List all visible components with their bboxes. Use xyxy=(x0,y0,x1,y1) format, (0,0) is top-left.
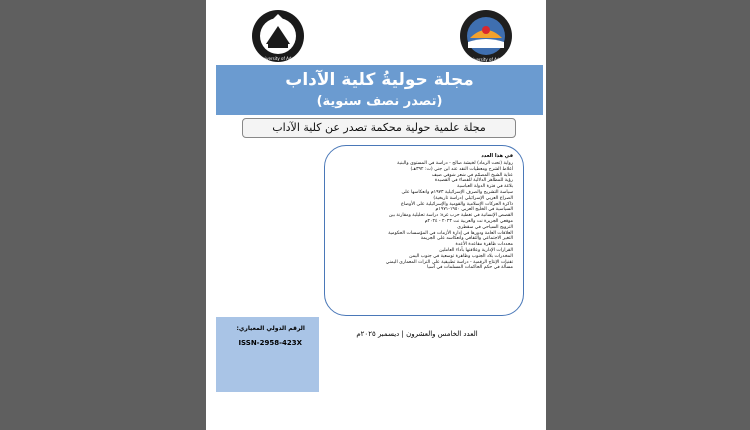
list-item: الترويج السياحي في سقطري xyxy=(457,224,513,230)
list-item: مسألة في حكم الحاكمات المسلمات في آسيا xyxy=(427,265,513,271)
svg-text:University of Aden: University of Aden xyxy=(259,56,297,61)
contents-box xyxy=(324,145,524,316)
svg-text:University of Aden: University of Aden xyxy=(467,57,505,62)
journal-title: مجلة حوليةُ كلية الآداب xyxy=(285,70,474,90)
journal-tagline: مجلة علمية حولية محكمة تصدر عن كلية الآداب xyxy=(242,118,516,138)
list-item: محددات ظاهرة مقاعدة الأعدة xyxy=(455,242,513,248)
list-item: سياسة التشريح والصرف الإسرائيلية ١٩٧٣م وانعكاسها على xyxy=(401,189,513,195)
list-item: رواية (تحت الرماد) لخيشة صالح - دراسة في المستوى والبنية xyxy=(397,161,513,166)
list-item: موقعي الجزيرة نت والعربية نت ٢٠٢٣ - ٢٠٢٤م xyxy=(424,218,513,224)
list-item: الصراع العربي الإسرائيلي (دراسة تاريخية) xyxy=(433,195,513,201)
issn-box xyxy=(216,317,319,392)
journal-title-banner xyxy=(216,65,543,115)
list-item: المخدرات بلاد الجنوب وظاهرة توسعية في جنوب اليمن xyxy=(409,253,513,259)
contents-list xyxy=(335,161,513,271)
issn-label: الرقم الدولي المعياري: xyxy=(236,325,305,332)
list-item: السياسية في الخليج العربي ١٩٥٠-١٩٧١م xyxy=(435,207,513,213)
list-item: التغير الاجتماعي والثقافي وانعكاسه على الجريمة xyxy=(420,236,513,242)
issue-info: العدد الخامس والعشرون | ديسمبر ٢٠٢٥م xyxy=(356,330,478,338)
list-item: تقنيات الإنتاج الرقمية - دراسة تطبيقية على التراث المعماري اليمني xyxy=(385,259,513,265)
contents-heading: في هذا العدد xyxy=(481,153,513,159)
university-logo-left xyxy=(246,8,310,66)
list-item: ذاكرة الحركات الإسلامية والقومية والإسرائيلية على الأوضاع xyxy=(400,201,513,207)
list-item: عناية الشيخ المصمّم في شعر شوقي ضيف xyxy=(431,172,513,178)
list-item: القصص الإنسانية في تغطية حرب غزة: دراسة تحليلية ومقارنة بين xyxy=(388,213,513,219)
list-item: أغلاط الشرح ومعطيات النقد عند ابن جني (ت: ٣٩٢هـ) xyxy=(410,166,513,172)
issn-number: ISSN-2958-423X xyxy=(238,339,302,347)
list-item: رؤية للمظاهر الدلالية للفضاء في القصيدة xyxy=(434,178,513,184)
journal-cover-page xyxy=(206,0,546,430)
university-logo-right xyxy=(454,8,518,66)
journal-frequency: (تصدر نصف سنوية) xyxy=(316,94,443,109)
list-item: القرارات الإدارية وعلاقتها بأداء العاملين xyxy=(439,247,513,253)
list-item: العلاقات العامة ودورها في إدارة الأزمات في المؤسسات الحكومية xyxy=(388,230,513,236)
list-item: بلاغة في فترة الدولة العباسية xyxy=(457,184,513,190)
